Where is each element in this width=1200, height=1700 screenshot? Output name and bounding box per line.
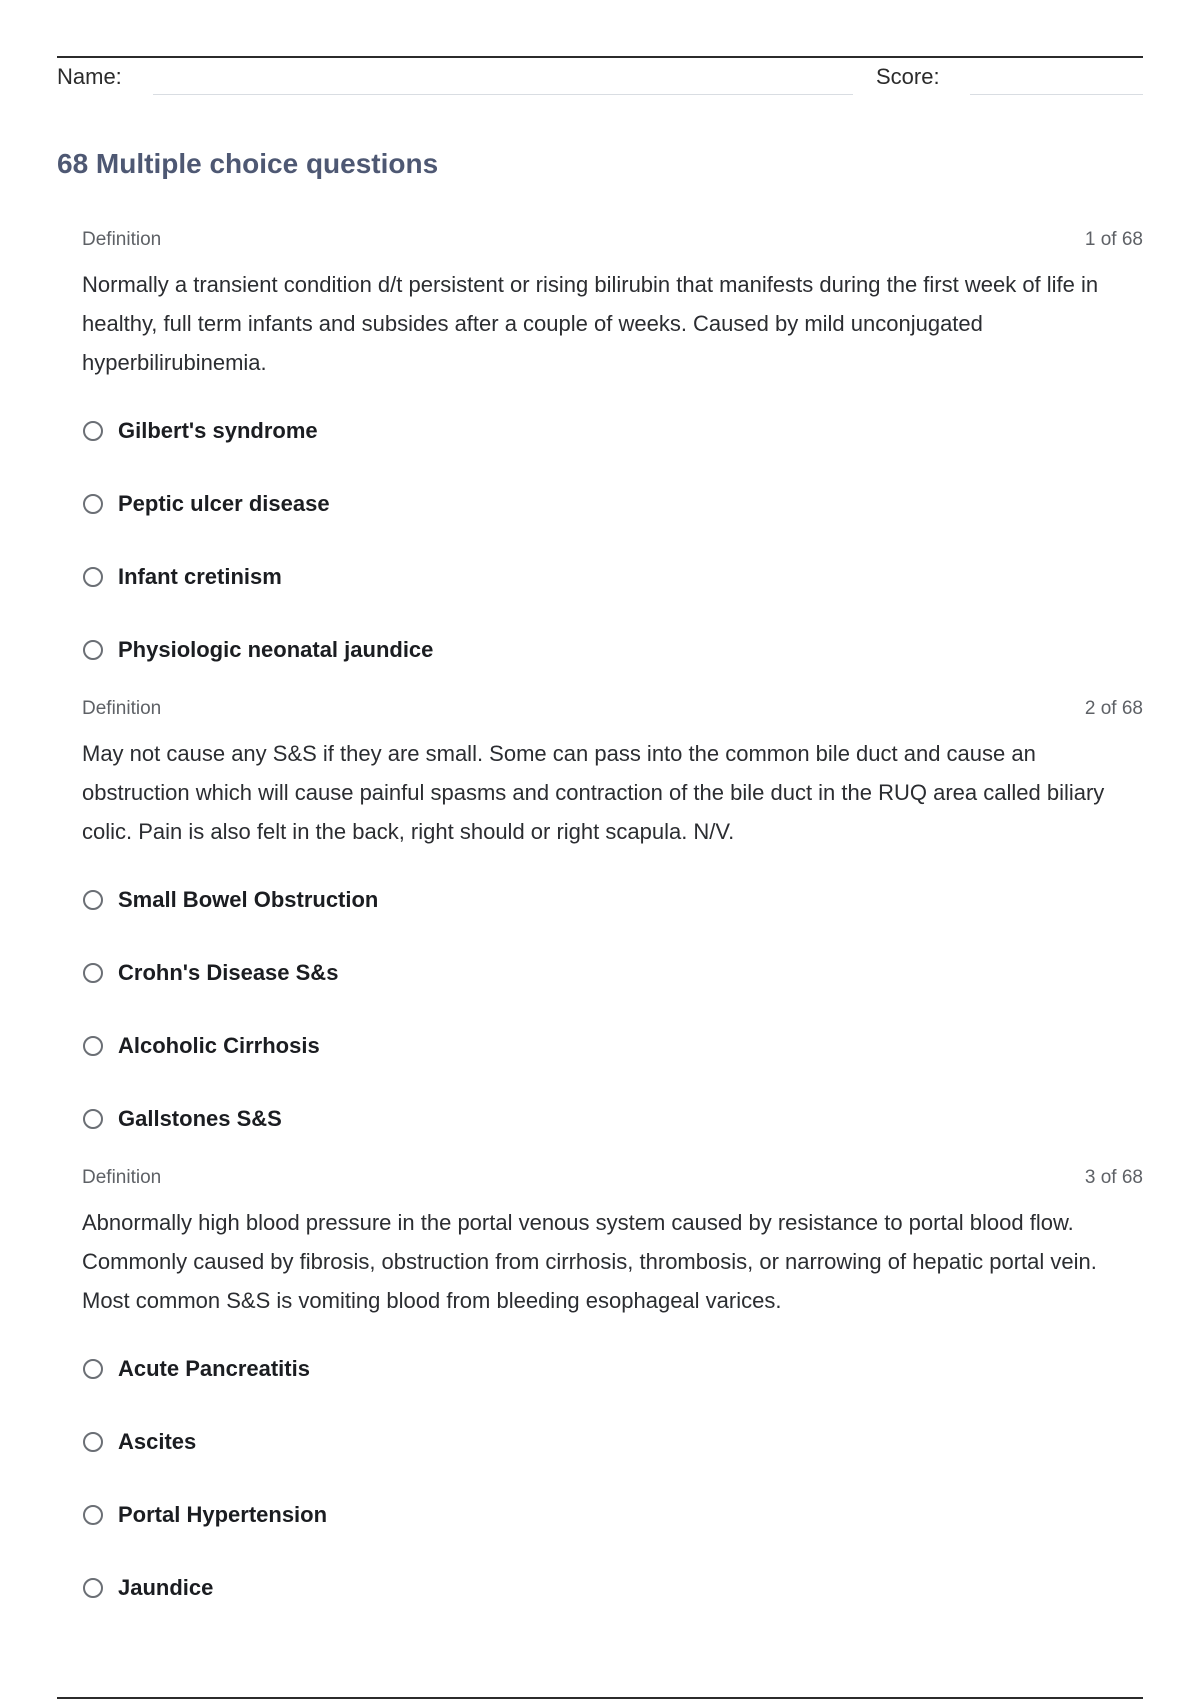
- answer-option[interactable]: [82, 936, 1143, 1009]
- radio-button-icon[interactable]: [83, 1109, 103, 1129]
- worksheet-header: [57, 62, 1143, 98]
- answer-option[interactable]: [82, 863, 1143, 936]
- page-title: 68 Multiple choice questions: [57, 148, 439, 179]
- radio-button-icon[interactable]: [83, 890, 103, 910]
- answer-option-label: Ascites: [118, 1428, 197, 1454]
- answer-option-label: Physiologic neonatal jaundice: [118, 636, 434, 662]
- answer-option[interactable]: [82, 394, 1143, 467]
- answer-option[interactable]: [82, 1405, 1143, 1478]
- radio-button-icon[interactable]: [83, 963, 103, 983]
- answer-option[interactable]: [82, 613, 1143, 686]
- answer-options: [82, 394, 1143, 686]
- radio-button-icon[interactable]: [83, 421, 103, 441]
- radio-button-icon[interactable]: [83, 567, 103, 587]
- name-field[interactable]: [153, 94, 853, 95]
- radio-button-icon[interactable]: [83, 640, 103, 660]
- question-counter: 2 of 68: [1084, 698, 1143, 719]
- answer-option[interactable]: [82, 540, 1143, 613]
- answer-option-label: Gallstones S&S: [118, 1105, 282, 1131]
- answer-option-label: Gilbert's syndrome: [118, 417, 318, 443]
- answer-option[interactable]: [82, 1332, 1143, 1405]
- question-text: Abnormally high blood pressure in the portal venous system caused by resistance to portal blood flow. Commonly caused by fibrosis, obstruction from cirrhosis, thrombosis, or narrowing of hepatic portal vein. Most common S&S is vomiting blood from bleeding esophageal varices.: [82, 1210, 1097, 1313]
- question-3: [82, 1167, 1143, 1624]
- question-2: [82, 698, 1143, 1155]
- answer-options: [82, 863, 1143, 1155]
- question-counter: 3 of 68: [1084, 1167, 1143, 1188]
- question-type: Definition: [82, 1167, 162, 1188]
- question-type: Definition: [82, 229, 162, 250]
- answer-option[interactable]: [82, 1551, 1143, 1624]
- answer-option-label: Acute Pancreatitis: [118, 1355, 310, 1381]
- name-label: Name:: [57, 64, 122, 89]
- answer-option[interactable]: [82, 1478, 1143, 1551]
- radio-button-icon[interactable]: [83, 1359, 103, 1379]
- answer-option[interactable]: [82, 1082, 1143, 1155]
- answer-option-label: Small Bowel Obstruction: [118, 886, 379, 912]
- bottom-rule: [57, 1697, 1143, 1699]
- answer-option-label: Crohn's Disease S&s: [118, 959, 339, 985]
- question-counter: 1 of 68: [1084, 229, 1143, 250]
- answer-option-label: Portal Hypertension: [118, 1501, 328, 1527]
- answer-option[interactable]: [82, 1009, 1143, 1082]
- question-1: [82, 229, 1143, 686]
- answer-option-label: Jaundice: [118, 1574, 214, 1600]
- answer-option-label: Peptic ulcer disease: [118, 490, 330, 516]
- radio-button-icon[interactable]: [83, 494, 103, 514]
- score-field[interactable]: [970, 94, 1143, 95]
- question-type: Definition: [82, 698, 162, 719]
- radio-button-icon[interactable]: [83, 1036, 103, 1056]
- answer-options: [82, 1332, 1143, 1624]
- answer-option-label: Alcoholic Cirrhosis: [118, 1032, 320, 1058]
- score-label: Score:: [876, 64, 940, 89]
- question-text: May not cause any S&S if they are small. Some can pass into the common bile duct and cause an obstruction which will cause painful spasms and contraction of the bile duct in the RUQ area called biliary colic. Pain is also felt in the back, right should or right scapula. N/V.: [82, 741, 1105, 844]
- radio-button-icon[interactable]: [83, 1505, 103, 1525]
- answer-option[interactable]: [82, 467, 1143, 540]
- radio-button-icon[interactable]: [83, 1432, 103, 1452]
- question-text: Normally a transient condition d/t persistent or rising bilirubin that manifests during the first week of life in healthy, full term infants and subsides after a couple of weeks. Caused by mild unconjugated hyperbilirubinemia.: [82, 272, 1099, 375]
- answer-option-label: Infant cretinism: [118, 563, 282, 589]
- radio-button-icon[interactable]: [83, 1578, 103, 1598]
- top-rule: [57, 56, 1143, 58]
